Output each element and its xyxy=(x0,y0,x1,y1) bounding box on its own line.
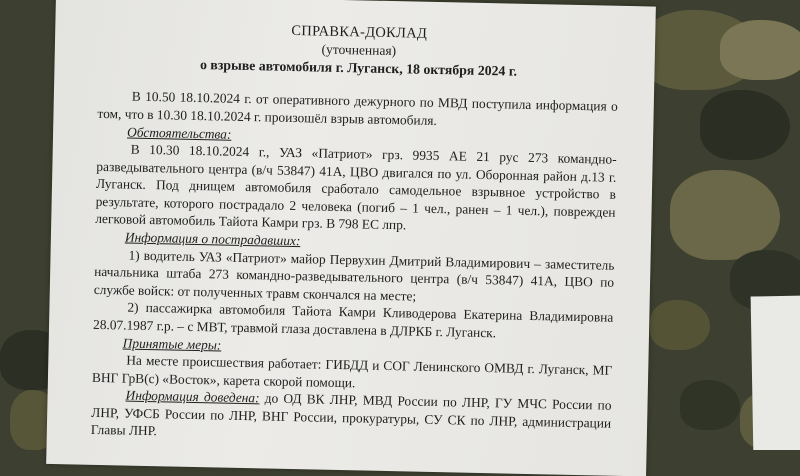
informed-heading: Информация доведена: xyxy=(125,387,260,406)
camo-patch xyxy=(670,170,780,260)
document-body xyxy=(91,19,620,449)
victim-2-paragraph: 2) пассажирка автомобиля Тайота Камри Кливодерова Екатерина Владимировна 28.07.1987 г.р. – с МВТ, травмой глаза доставлена в ДЛРКБ г. Луганск. xyxy=(92,299,614,340)
victims-heading: Информация о пострадавших: xyxy=(124,229,301,249)
document-sheet xyxy=(46,0,656,476)
camo-patch xyxy=(720,20,800,80)
victim-1-paragraph: 1) водитель УАЗ «Патриот» майор Первухин Дмитрий Владимирович – заместитель начальника штаба 273 командно-разведывательного центра (в/ч 53847) 41А, ЦВО по службе войск: от полученных травм скончался на месте; xyxy=(93,247,615,304)
circumstances-heading: Обстоятельства: xyxy=(126,124,232,142)
measures-paragraph: На месте происшествия работает: ГИБДД и СОГ Ленинского ОМВД г. Луганск, МГ ВНГ ГрВ(с) «Восток», карета скорой помощи. xyxy=(91,352,613,391)
document-subtitle: (уточненная) xyxy=(321,41,397,59)
intro-paragraph: В 10.50 18.10.2024 г. от оперативного дежурного по МВД поступила информация о том, что в 10.30 18.10.2024 г. произошёл взрыв автомобиля. xyxy=(97,88,618,128)
informed-text: до ОД ВК ЛНР, МВД России по ЛНР, ГУ МЧС России по ЛНР, УФСБ России по ЛНР, ВНГ России, прокуратуры, СУ СК по ЛНР, администрации Главы ЛНР. xyxy=(90,390,612,439)
white-card-edge xyxy=(751,295,800,450)
camo-patch xyxy=(680,380,740,430)
informed-paragraph xyxy=(91,386,612,449)
document-title: СПРАВКА-ДОКЛАД xyxy=(291,22,428,42)
document-subject: о взрыве автомобиля г. Луганск, 18 октября 2024 г. xyxy=(199,56,518,79)
camo-patch xyxy=(700,90,790,160)
measures-heading: Принятые меры: xyxy=(122,335,222,353)
camo-patch xyxy=(650,300,710,350)
circumstances-paragraph: В 10.30 18.10.2024 г., УАЗ «Патриот» грз. 9935 АЕ 21 рус 273 командно-разведывательного центра (в/ч 53847) 41А, ЦВО двигался по ул. Оборонная район д.13 г. Луганск. Под днищем автомобиля сработало самодельное взрывное устройство в результате, которого пострадало 2 человека (погиб – 1 чел., ранен – 1 чел.), поврежден легковой автомобиль Тайота Камри грз. В 798 ЕС лпр. xyxy=(95,142,617,233)
